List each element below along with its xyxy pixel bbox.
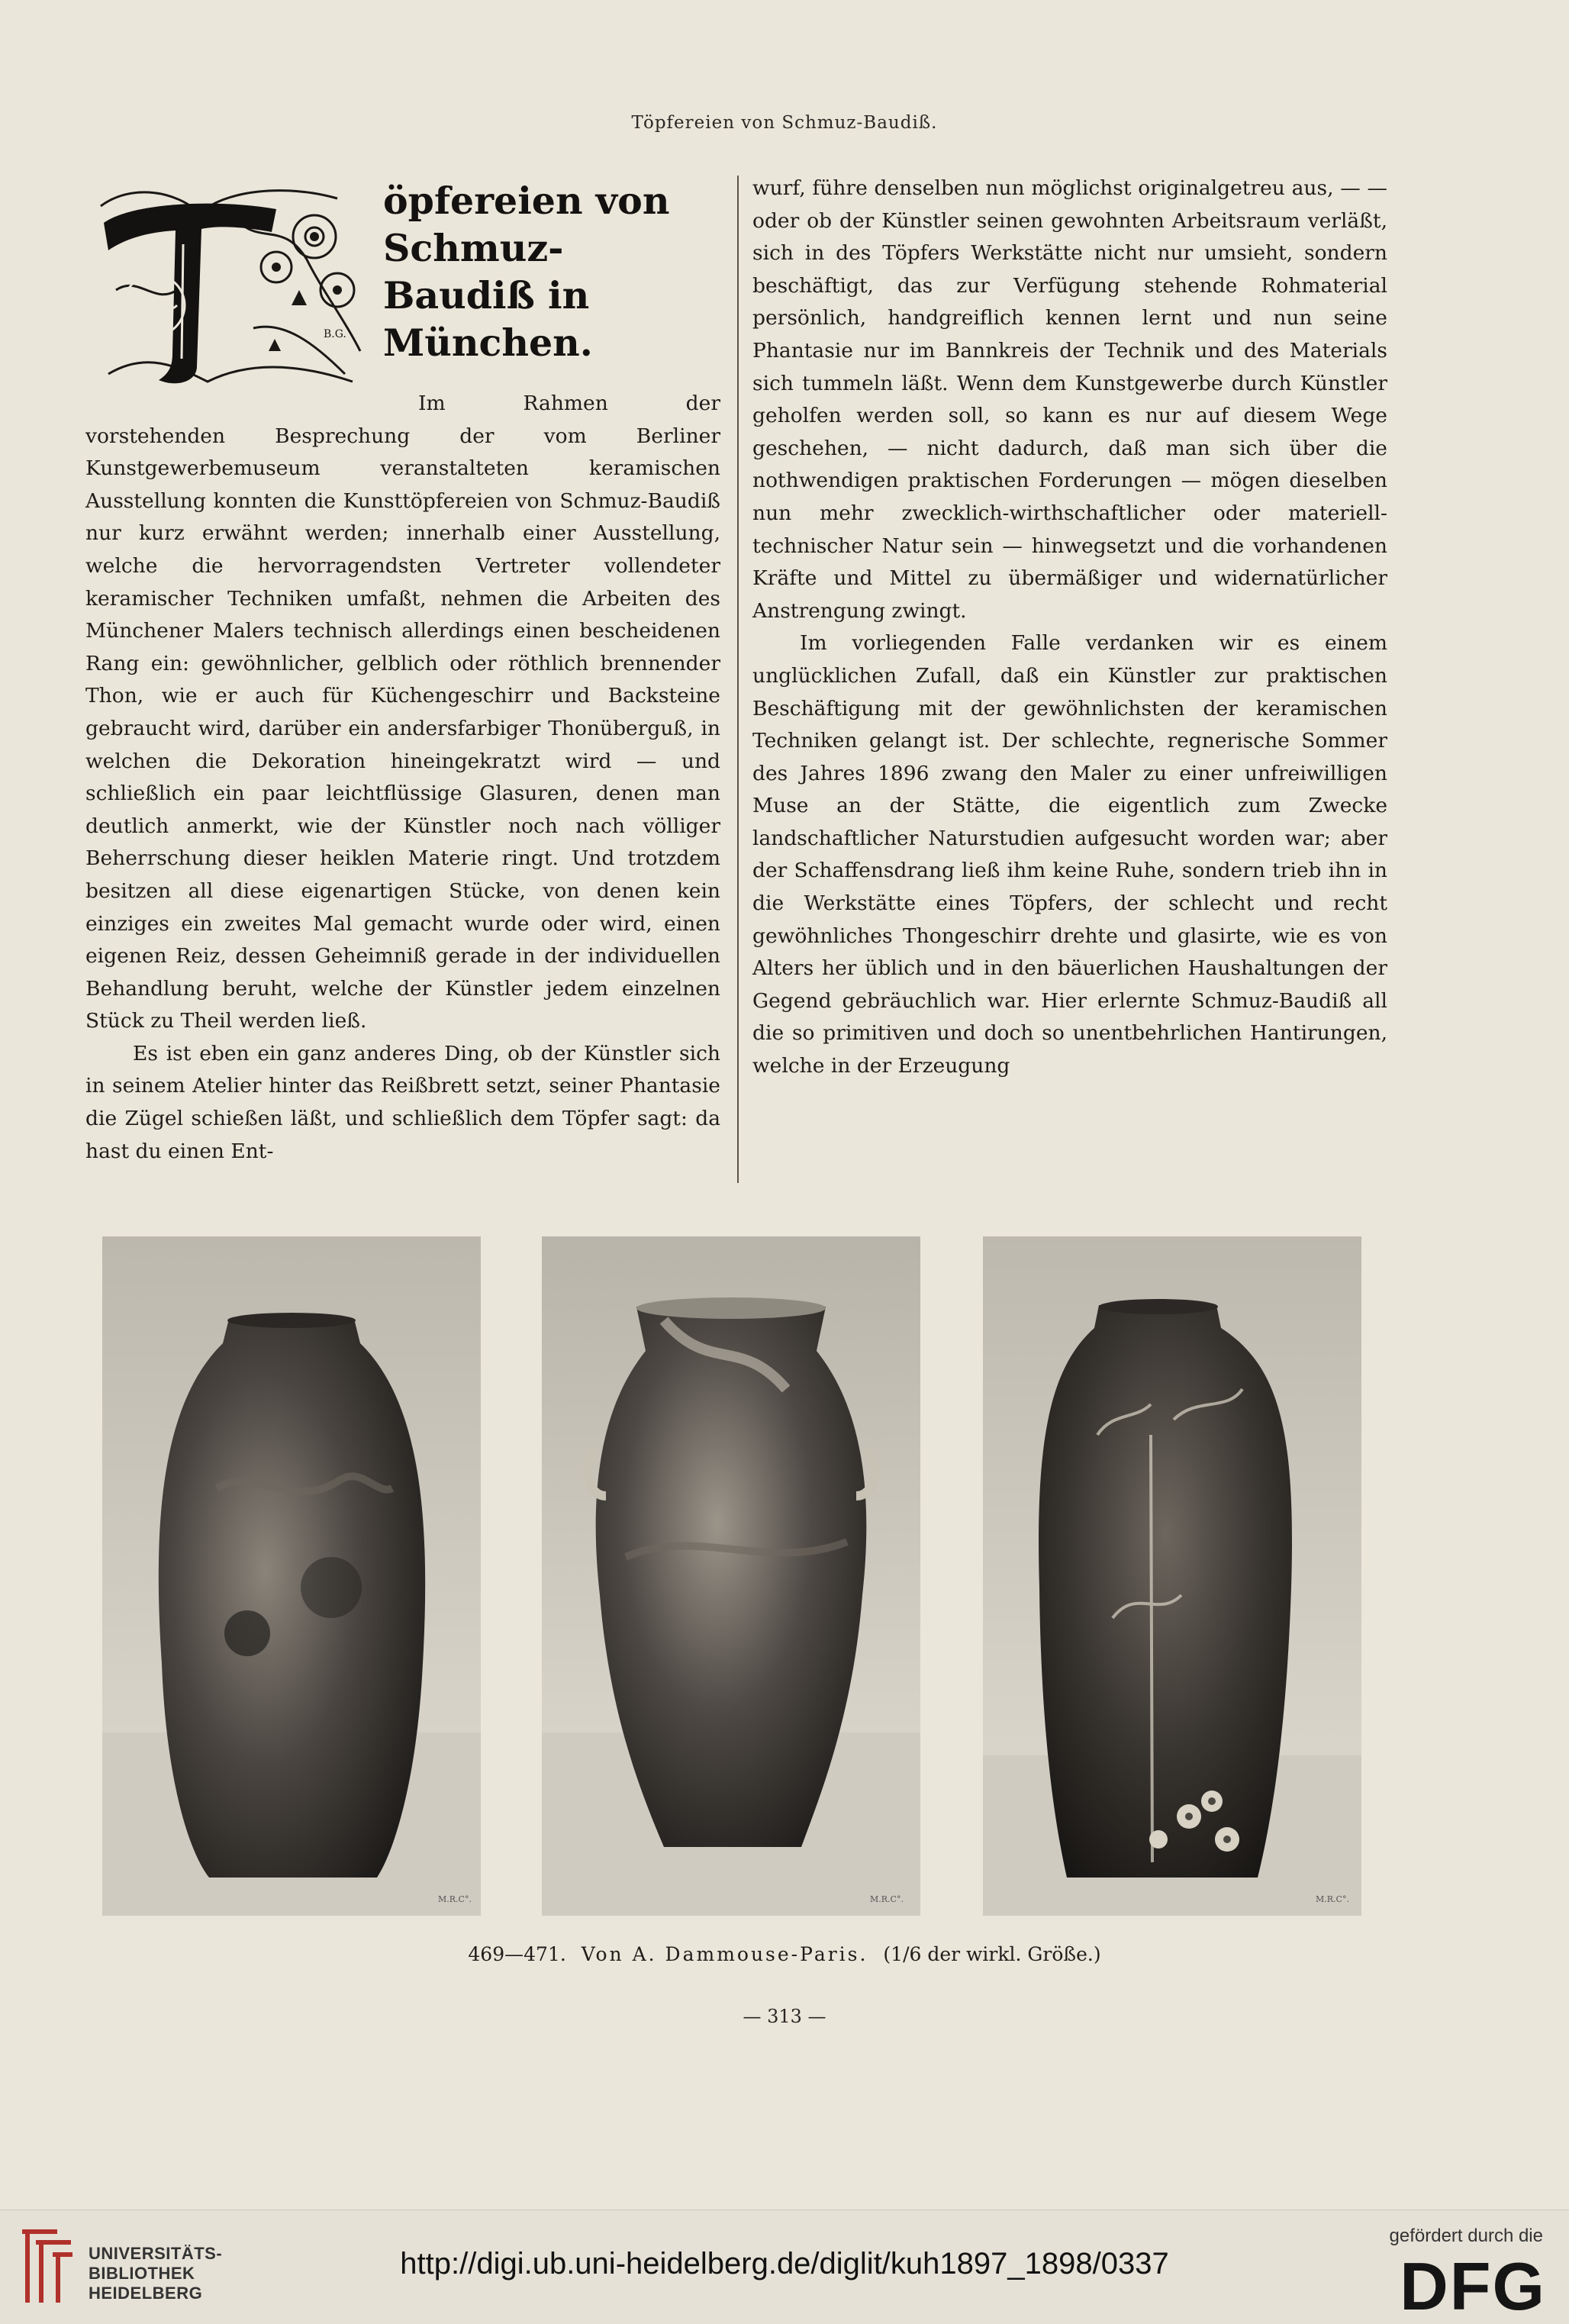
library-name-line-3: HEIDELBERG — [89, 2284, 203, 2303]
figure-caption-text: Von A. Dammouse-Paris. — [581, 1943, 868, 1965]
paragraph-4: Im vorliegenden Falle verdanken wir es einem unglücklichen Zufall, daß ein Künstler zur praktischen Beschäftigung mit der gewöhnlichsten der keramischen Techniken gelangt ist. Der schlechte, regnerische Sommer des Jahres 1896 zwang den Maler zu einer unfreiwilligen Muse an der Stätte, die eigentlich zum Zwecke landschaftlicher Naturstudien aufgesucht worden war; aber der Schaffensdrang ließ ihm keine Ruhe, sondern trieb ihn in die Werkstätte eines Töpfers, der schlecht und recht gewöhnliches Thongeschirr drehte und glasirte, wie es von Alters her üblich und in den bäuerlichen Haushaltungen der Gegend gebräuchlich war. Hier erlernte Schmuz-Baudiß all die so primitiven und doch so unentbehrlichen Hantirungen, welche in der Erzeugung — [752, 631, 1387, 1078]
initial-monogram: B.G. — [324, 328, 346, 340]
vase-icon — [542, 1236, 920, 1916]
article-title-line-1: öpfereien von Schmuz- — [383, 179, 670, 270]
library-name-line-1: UNIVERSITÄTS- — [89, 2244, 223, 2263]
figure-scale: (1/6 der wirkl. Größe.) — [883, 1943, 1101, 1965]
column-divider — [737, 176, 739, 1183]
vase-icon — [102, 1236, 481, 1916]
vase-photo-469 — [102, 1236, 481, 1916]
decorative-initial — [85, 176, 369, 397]
photo-mark: M.R.C°. — [438, 1894, 472, 1904]
permalink-url[interactable]: http://digi.ub.uni-heidelberg.de/diglit/kuh1897_1898/0337 — [400, 2247, 1169, 2280]
paragraph-3: wurf, führe denselben nun möglichst originalgetreu aus, — — oder ob der Künstler seinen gewohnten Arbeitsraum verläßt, sich in des Töpfers Werkstätte nicht nur umsieht, sondern beschäftigt, das zur Verfügung stehende Rohmaterial persönlich, handgreiflich kennen lernt und nun seine Phantasie nur im Bannkreis der Technik und des Materials sich tummeln läßt. Wenn dem Kunstgewerbe durch Künstler geholfen werden soll, so kann es nur auf diesem Wege geschehen, — nicht dadurch, daß man sich über die nothwendigen praktischen Forderungen — mögen dieselben nun mehr zwecklich-wirthschaftlicher oder materiell-technischer Natur sein — hinwegsetzt und die vorhandenen Kräfte und Mittel zu übermäßiger und widernatürlicher Anstrengung zwingt. — [752, 176, 1387, 623]
article-title-line-2: Baudiß in München. — [383, 273, 593, 365]
funder-text: gefördert durch die — [1389, 2226, 1543, 2246]
running-head: Töpfereien von Schmuz-Baudiß. — [631, 113, 938, 133]
figure-caption — [0, 1943, 1569, 1965]
floral-initial-t-icon — [85, 176, 369, 397]
right-column — [752, 172, 1387, 1083]
vase-photographs — [0, 1236, 1569, 1916]
paragraph-2: Es ist eben ein ganz anderes Ding, ob der Künstler sich in seinem Atelier hinter das Reißbrett setzt, seiner Phantasie die Zügel schießen läßt, und schließlich dem Töpfer sagt: da hast du einen Ent- — [85, 1041, 720, 1163]
vase-photo-470 — [542, 1236, 920, 1916]
paragraph-1: Im Rahmen der vorstehenden Besprechung der vom Berliner Kunstgewerbemuseum veranstalteten keramischen Ausstellung konnten die Kunsttöpfereien von Schmuz-Baudiß nur kurz erwähnt werden; innerhalb einer Ausstellung, welche die hervorragendsten Vertreter vollendeter keramischer Techniken umfaßt, nehmen die Arbeiten des Münchener Malers technisch allerdings einen bescheidenen Rang ein: gewöhnlicher, gelblich oder röthlich brennender Thon, wie er auch für Küchengeschirr und Backsteine gebraucht wird, darüber ein andersfarbiger Thonüberguß, in welchen die Dekoration hineingekratzt wird — und schließlich ein paar leichtflüssige Glasuren, denen man deutlich anmerkt, wie der Künstler noch nach völliger Beherrschung dieser heiklen Materie ringt. Und trotzdem besitzen all diese eigenartigen Stücke, von denen kein einziges ein zweites Mal gemacht wurde oder wird, einen eigenen Reiz, dessen Geheimniß gerade in der individuellen Behandlung beruht, welche der Künstler jedem einzelnen Stück zu Theil werden ließ. — [85, 392, 720, 1033]
dfg-logo: DFG — [1400, 2248, 1546, 2324]
page-number: — 313 — — [743, 2006, 826, 2027]
photo-mark: M.R.C°. — [870, 1894, 904, 1904]
digitization-footer — [0, 2210, 1569, 2322]
figure-numbers: 469—471. — [468, 1943, 566, 1965]
vase-icon — [983, 1236, 1361, 1916]
library-name-line-2: BIBLIOTHEK — [89, 2264, 195, 2283]
photo-mark: M.R.C°. — [1316, 1894, 1349, 1904]
left-column — [85, 172, 720, 1168]
vase-photo-471 — [983, 1236, 1361, 1916]
